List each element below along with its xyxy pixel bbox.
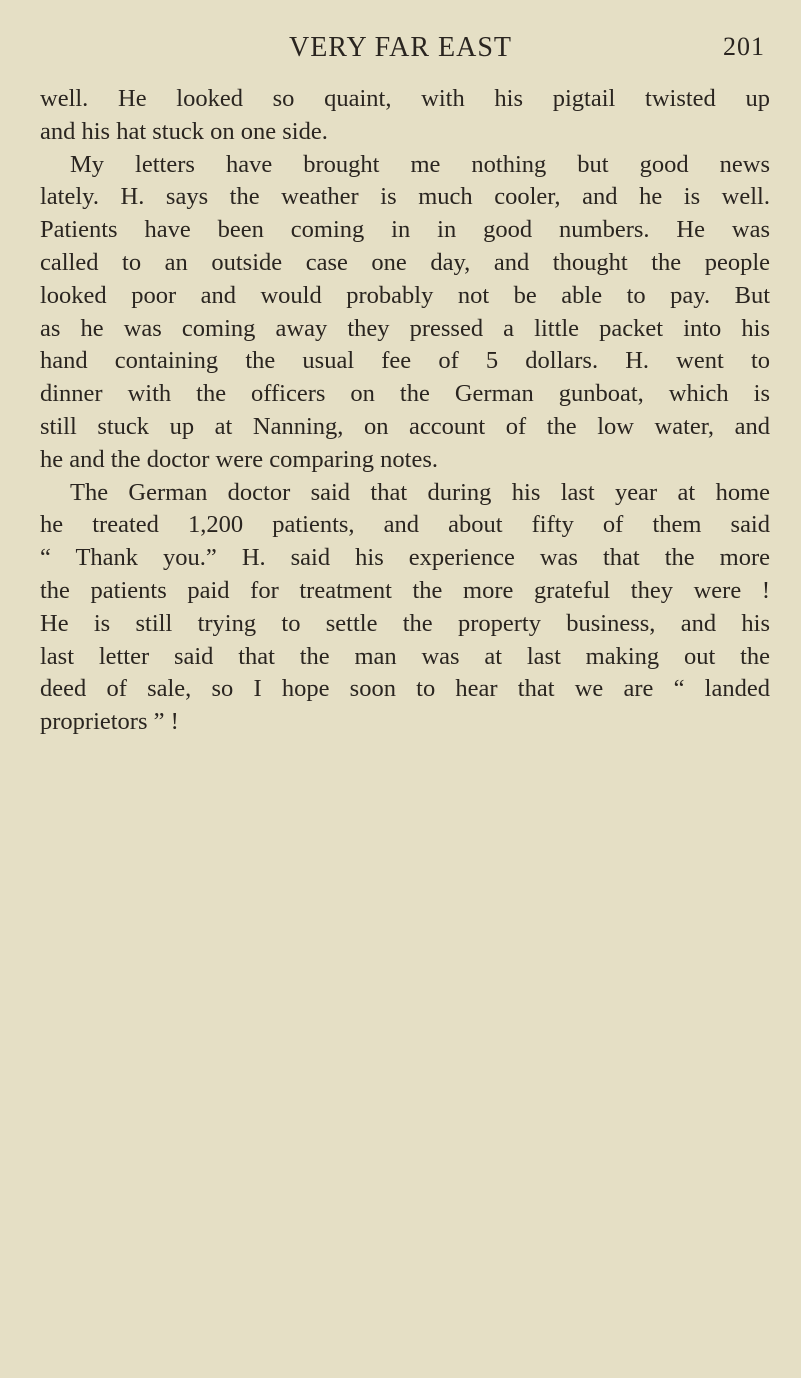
text-line: the patients paid for treatment the more grateful they were ! [40, 576, 770, 604]
text-line: he treated 1,200 patients, and about fifty of them said [40, 511, 770, 539]
text-line: lately. H. says the weather is much cooler, and he is well. [40, 183, 770, 211]
text-line: called to an outside case one day, and thought the people [40, 248, 770, 276]
text-line: he and the doctor were comparing notes. [40, 445, 438, 473]
text-line: dinner with the officers on the German gunboat, which is [40, 380, 770, 408]
text-line: Patients have been coming in in good numbers. He was [40, 216, 770, 244]
body-text [40, 83, 770, 739]
text-line: The German doctor said that during his last year at home [70, 478, 770, 506]
running-title: VERY FAR EAST [288, 32, 513, 63]
text-line: last letter said that the man was at last making out the [40, 642, 770, 670]
text-line: as he was coming away they pressed a little packet into his [40, 314, 770, 342]
text-line: hand containing the usual fee of 5 dollars. H. went to [40, 347, 770, 375]
text-line: looked poor and would probably not be able to pay. But [40, 281, 770, 309]
text-line: My letters have brought me nothing but good news [70, 150, 770, 178]
page-number: 201 [723, 32, 765, 61]
text-line: deed of sale, so I hope soon to hear that we are “ landed [40, 675, 770, 703]
text-line: and his hat stuck on one side. [40, 117, 328, 145]
text-line: “ Thank you.” H. said his experience was that the more [40, 544, 770, 572]
text-line: proprietors ” ! [40, 708, 179, 736]
running-head [0, 30, 801, 70]
text-line: He is still trying to settle the property business, and his [40, 609, 770, 637]
text-line: still stuck up at Nanning, on account of the low water, and [40, 412, 770, 440]
text-line: well. He looked so quaint, with his pigtail twisted up [40, 85, 770, 112]
